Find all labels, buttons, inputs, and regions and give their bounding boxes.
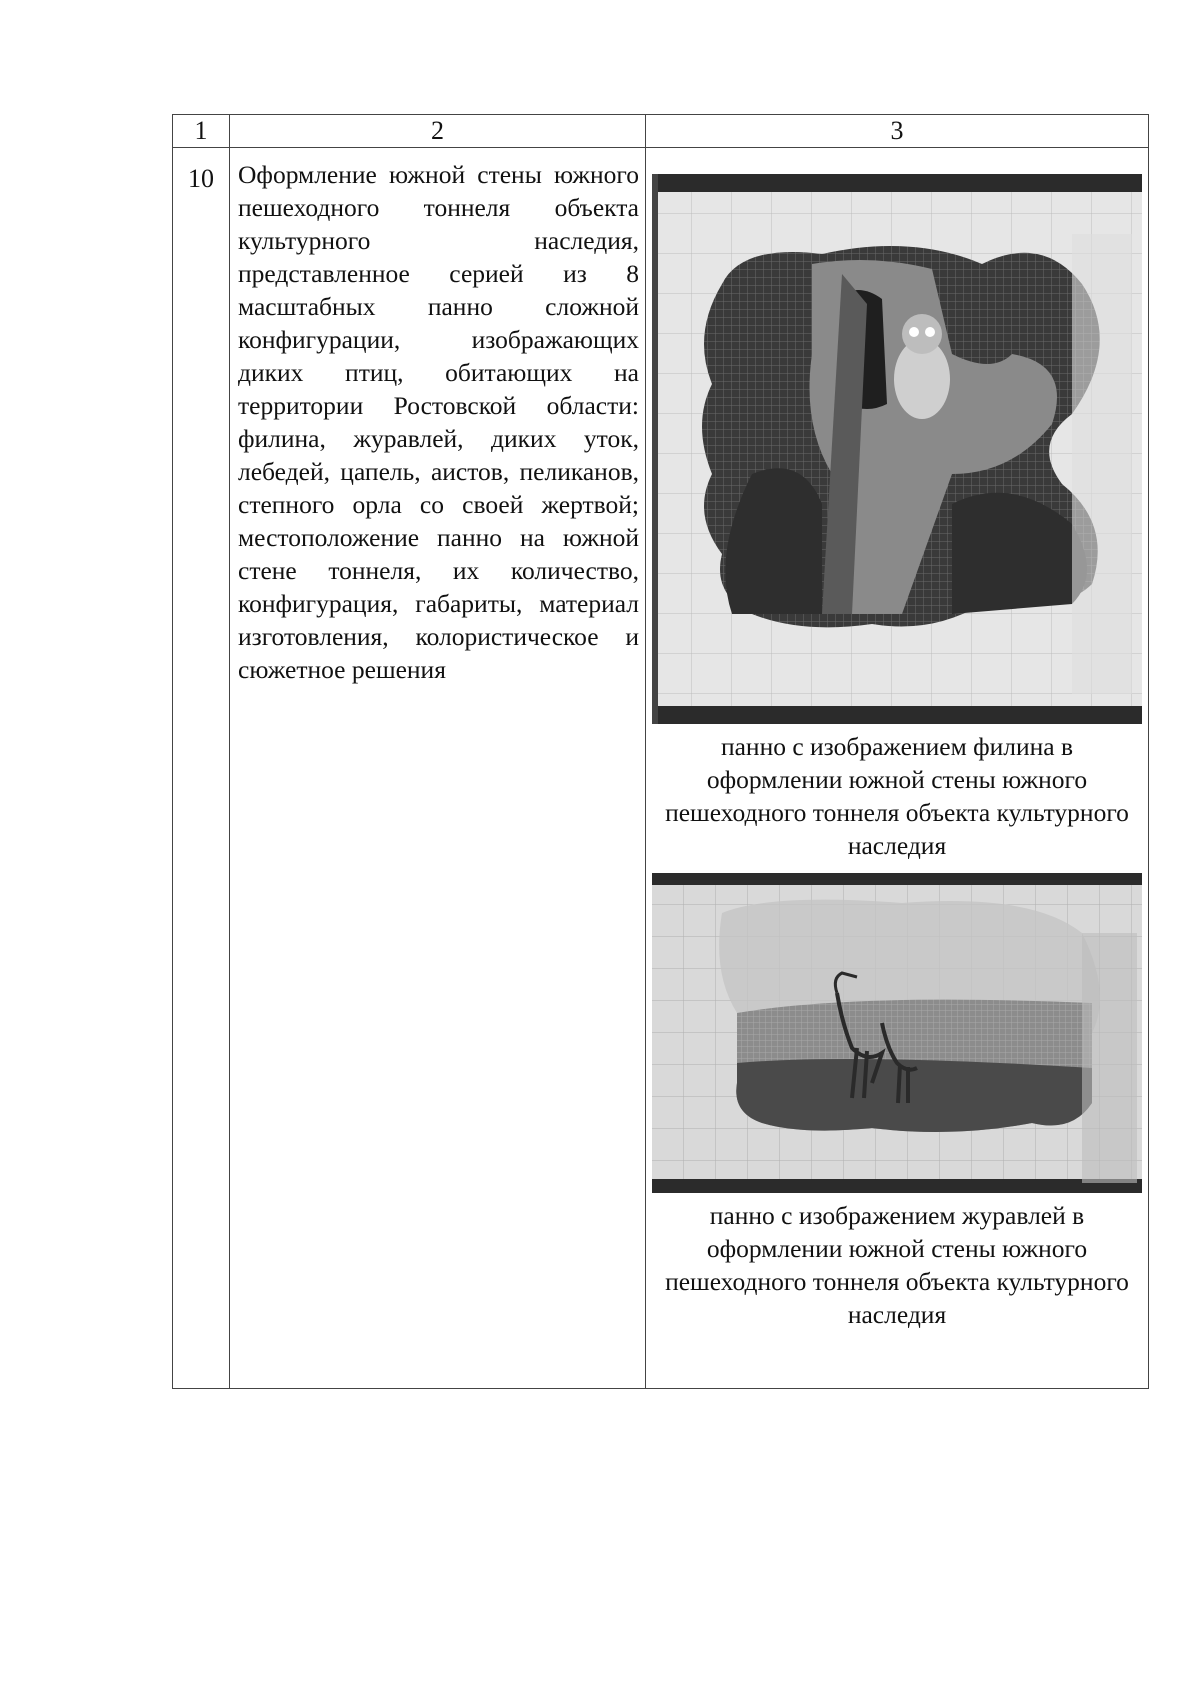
heritage-table — [172, 114, 1149, 1389]
table-row — [173, 148, 1149, 1389]
header-row — [173, 115, 1149, 148]
row-images-cell — [646, 148, 1149, 1389]
header-col-3: 3 — [646, 115, 1149, 148]
figure-caption-owl: панно с изображением филина в оформлении южной стены южного пешеходного тоннеля объекта культурного наследия — [665, 732, 1129, 860]
row-description: Оформление южной стены южного пешеходного тоннеля объекта культурного наследия, представленное серией из 8 масштабных панно сложной конфигурации, изображающих диких птиц, обитающих на территории Ростовской области: филина, журавлей, диких уток, лебедей, цапель, аистов, пеликанов, степного орла со своей жертвой; местоположение панно на южной стене тоннеля, их количество, конфигурация, габариты, материал изготовления, колористическое и сюжетное решения — [238, 160, 639, 684]
figure-owl — [652, 174, 1142, 862]
row-description-cell — [230, 148, 646, 1389]
figure-caption-cranes: панно с изображением журавлей в оформлении южной стены южного пешеходного тоннеля объекта культурного наследия — [665, 1201, 1129, 1329]
row-number-text: 10 — [188, 164, 214, 193]
owl-mosaic-panel-photo — [652, 174, 1142, 724]
figure-cranes — [652, 873, 1142, 1331]
header-col-2: 2 — [230, 115, 646, 148]
cranes-mosaic-panel-photo — [652, 873, 1142, 1193]
row-number — [173, 148, 230, 1389]
header-col-1: 1 — [173, 115, 230, 148]
